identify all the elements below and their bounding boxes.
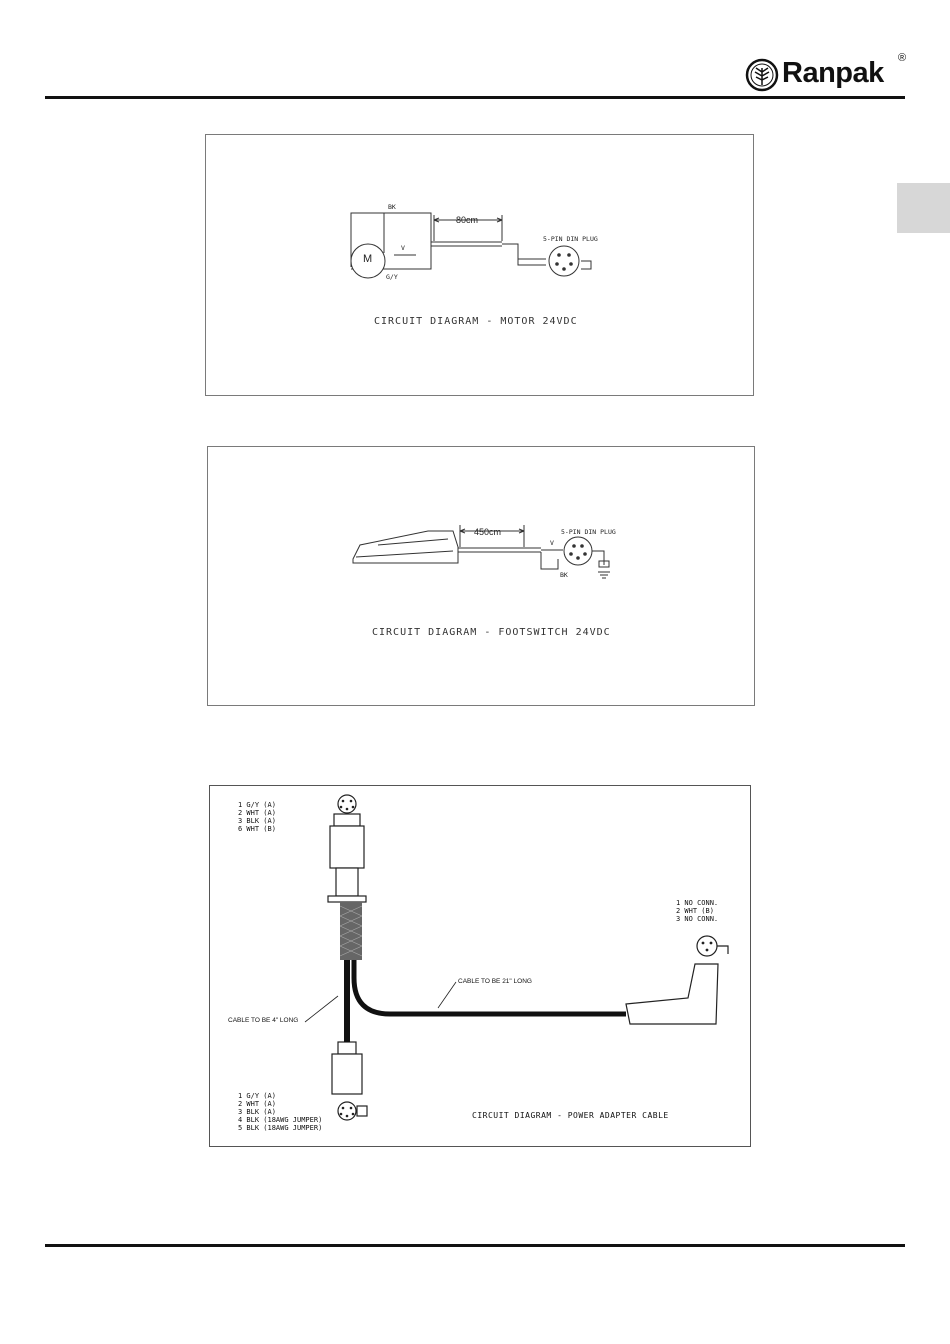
bottom-pin-5: 5 BLK (18AWG JUMPER) bbox=[238, 1124, 323, 1132]
motor-symbol-label: M bbox=[363, 253, 373, 265]
section-tab bbox=[897, 183, 950, 233]
footswitch-wire-bk: BK bbox=[560, 571, 568, 579]
right-pin-1: 1 NO CONN. bbox=[676, 899, 719, 907]
registered-mark: ® bbox=[898, 52, 907, 64]
header-rule bbox=[45, 96, 905, 99]
bottom-pin-3: 3 BLK (A) bbox=[238, 1108, 276, 1116]
right-pin-2: 2 WHT (B) bbox=[676, 907, 714, 915]
footswitch-plug-label: 5-PIN DIN PLUG bbox=[561, 528, 616, 536]
brand-name: Ranpak bbox=[782, 57, 884, 89]
bottom-connector-pinout bbox=[238, 1092, 322, 1132]
motor-cable-length: 80cm bbox=[456, 215, 479, 225]
bottom-pin-4: 4 BLK (18AWG JUMPER) bbox=[238, 1116, 323, 1124]
motor-plug-label: 5-PIN DIN PLUG bbox=[543, 235, 598, 243]
motor-schematic bbox=[206, 135, 753, 395]
footswitch-cable-length: 450cm bbox=[474, 527, 502, 537]
ranpak-logo bbox=[745, 52, 915, 96]
footswitch-diagram-panel bbox=[207, 446, 755, 706]
motor-wire-gy: G/Y bbox=[386, 273, 398, 281]
footswitch-schematic bbox=[208, 447, 754, 705]
top-pin-3: 3 BLK (A) bbox=[238, 817, 276, 825]
top-pin-2: 2 WHT (A) bbox=[238, 809, 276, 817]
footer-rule bbox=[45, 1244, 905, 1247]
footswitch-wire-v: V bbox=[550, 539, 554, 547]
adapter-caption: CIRCUIT DIAGRAM - POWER ADAPTER CABLE bbox=[472, 1111, 669, 1120]
motor-wire-v: V bbox=[401, 244, 405, 252]
motor-diagram-panel bbox=[205, 134, 754, 396]
short-cable-note: CABLE TO BE 4" LONG bbox=[228, 1017, 299, 1024]
bottom-pin-2: 2 WHT (A) bbox=[238, 1100, 276, 1108]
motor-caption: CIRCUIT DIAGRAM - MOTOR 24VDC bbox=[374, 316, 578, 327]
adapter-diagram-panel bbox=[209, 785, 751, 1147]
right-pin-3: 3 NO CONN. bbox=[676, 915, 719, 923]
top-pin-4: 6 WHT (B) bbox=[238, 825, 276, 833]
tree-emblem-icon bbox=[745, 58, 781, 94]
right-connector-pinout bbox=[676, 899, 718, 923]
top-pin-1: 1 G/Y (A) bbox=[238, 801, 276, 809]
top-connector-pinout bbox=[238, 801, 276, 833]
footswitch-caption: CIRCUIT DIAGRAM - FOOTSWITCH 24VDC bbox=[372, 627, 611, 638]
motor-wire-bk: BK bbox=[388, 203, 396, 211]
long-cable-note: CABLE TO BE 21" LONG bbox=[458, 978, 532, 985]
bottom-pin-1: 1 G/Y (A) bbox=[238, 1092, 276, 1100]
